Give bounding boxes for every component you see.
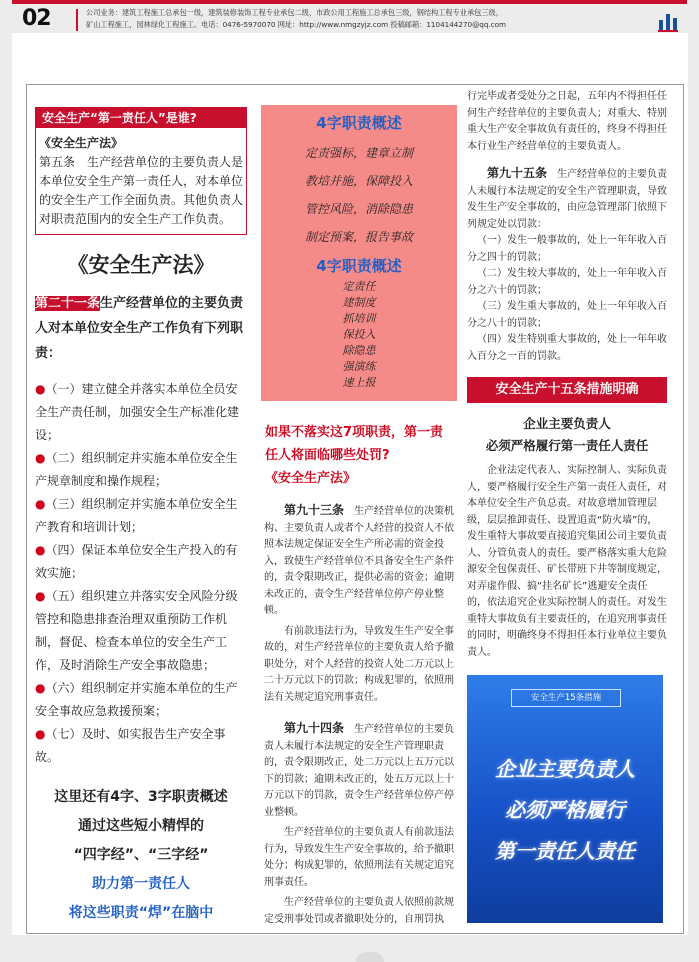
penalty-law-name: 《安全生产法》 — [265, 471, 357, 486]
article-93-label: 第九十三条 — [284, 503, 345, 517]
measures-title: 安全生产十五条措施明确 — [467, 377, 667, 403]
closing-block — [35, 783, 247, 928]
article-93-text-2: 有前款违法行为，导致发生生产安全事故的，对生产经营单位的主要负责人给予撤职处分，对个人经营的投资人处二万元以上二十万元以下的罚款；构成犯罪的，依照刑法有关规定追究刑事责任。 — [264, 625, 454, 703]
three-char-item: 保投入 — [342, 328, 376, 341]
poster-line: 第一责任人责任 — [495, 839, 635, 863]
three-char-item: 抓培训 — [342, 312, 376, 325]
article-95-text: 生产经营单位的主要负责人未履行本法规定的安全生产管理职责，导致发生生产安全事故的，由应急管理部门依照下列规定处以罚款： — [467, 169, 668, 230]
closing-line-2: 通过这些短小精悍的 — [78, 818, 204, 834]
penalty-heading — [261, 421, 457, 490]
company-logo-icon — [655, 8, 681, 34]
law-name: 《安全生产法》 — [39, 136, 124, 150]
subtitle-line-1: 企业主要负责人 — [523, 416, 611, 431]
four-char-lines — [261, 139, 457, 251]
closing-line-5: 将这些职责“焊”在脑中 — [68, 905, 214, 921]
content-frame — [26, 84, 684, 934]
scroll-handle[interactable] — [356, 952, 384, 962]
middle-column — [261, 85, 457, 928]
law-article-5: 第五条 生产经营单位的主要负责人是本单位安全生产第一责任人，对本单位的安全生产工作全面负责。其他负责人对职责范围内的安全生产工作负责。 — [39, 155, 244, 226]
list-item: ●（一）建立健全并落实本单位全员安全生产责任制，加强安全生产标准化建设； — [35, 382, 240, 442]
article-21-label: 第二十一条 — [35, 296, 101, 311]
poster-tag: 安全生产15条措施 — [511, 689, 621, 707]
summary-box — [261, 105, 457, 401]
subtitle-block — [467, 413, 667, 457]
list-item: ●（二）组织制定并实施本单位安全生产规章制度和操作规程； — [35, 451, 238, 488]
closing-line-3: “四字经”、“三字经” — [73, 847, 209, 863]
fine-item: （一）发生一般事故的，处上一年年收入百分之四十的罚款； — [467, 235, 667, 263]
poster-text — [467, 749, 663, 872]
four-char-title: 4字职责概述 — [316, 114, 402, 132]
article-94-label: 第九十四条 — [284, 721, 345, 735]
big-title: 《安全生产法》 — [67, 253, 215, 277]
poster-line: 企业主要负责人 — [495, 757, 635, 781]
list-item: ●（三）组织制定并实施本单位安全生产教育和培训计划； — [35, 497, 238, 534]
article-21 — [35, 291, 247, 366]
article-93 — [261, 502, 457, 706]
header-top-rule — [12, 0, 687, 4]
right-column — [467, 85, 667, 923]
measures-text: 企业法定代表人、实际控制人、实际负责人，要严格履行安全生产第一责任人责任，对本单位安全生产负总责。对故意增加管理层级，层层推卸责任、设置追责“防火墙”的，发生重特大事故要直接追究集团公司主要负责人、分管负责人的责任。要严格落实重大危险源安全包保责任、矿长带班下井等制度规定，对弄虚作假、搞“挂名矿长”逃避安全责任的，依法追究企业实际控制人的责任。对发生重特大事故负有主要责任的，在追究刑事责任的同时，明确终身不得担任本行业单位主要负责人。 — [467, 465, 667, 658]
fine-item: （四）发生特别重大事故的，处上一年年收入百分之一百的罚款。 — [467, 334, 667, 362]
article-93-text: 生产经营单位的决策机构、主要负责人或者个人经营的投资人不依照本法规定保证安全生产所必需的资金投入，致使生产经营单位不具备安全生产条件的，责令限期改正，提供必需的资金；逾期未改正的，责令生产经营单位停产停业整顿。 — [264, 506, 455, 616]
three-char-item: 除隐患 — [342, 344, 376, 357]
header-line-2: 矿山工程施工，园林绿化工程施工。电话：0476-5970070 网址：http://www.nmgzyjz.com 投稿邮箱：1104144270@qq.com — [86, 20, 507, 29]
article-94-text: 生产经营单位的主要负责人未履行本法规定的安全生产管理职责的，责令限期改正，处二万元以上五万元以下的罚款；逾期未改正的，处五万元以上十万元以下的罚款，责令生产经营单位停产停业整顿。 — [264, 724, 455, 818]
closing-line-1: 这里还有4字、3字职责概述 — [54, 789, 228, 805]
header-info — [86, 7, 606, 31]
three-char-title: 4字职责概述 — [316, 257, 402, 275]
poster-image — [467, 675, 663, 923]
page-number: 02 — [22, 6, 51, 31]
fine-item: （三）发生重大事故的，处上一年年收入百分之八十的罚款； — [467, 301, 667, 329]
three-char-item: 强演练 — [342, 360, 376, 373]
list-item: ●（五）组织建立并落实安全风险分级管控和隐患排查治理双重预防工作机制，督促、检查本单位的安全生产工作，及时消除生产安全事故隐患； — [35, 589, 238, 672]
four-char-line: 定责强标，建章立制 — [304, 146, 413, 160]
subtitle-line-2: 必须严格履行第一责任人责任 — [485, 438, 649, 453]
article-94-text-3: 生产经营单位的主要负责人依照前款规定受刑事处罚或者撤职处分的，自刑罚执 — [264, 897, 454, 925]
article-95 — [467, 165, 667, 365]
box-title: 安全生产“第一责任人”是谁? — [36, 108, 246, 128]
three-char-item: 速上报 — [342, 376, 376, 389]
article-94-text-2: 生产经营单位的主要负责人有前款违法行为，导致发生生产安全事故的，给予撤职处分；构成犯罪的，依照刑法有关规定追究刑事责任。 — [264, 827, 454, 888]
list-item: ●（四）保证本单位安全生产投入的有效实施； — [35, 543, 238, 580]
four-char-line: 教培并施，保障投入 — [304, 174, 413, 188]
list-item: ●（六）组织制定并实施本单位的生产安全事故应急救援预案； — [35, 681, 238, 718]
fine-item: （二）发生较大事故的，处上一年年收入百分之六十的罚款； — [467, 268, 667, 296]
three-char-item: 建制度 — [342, 296, 376, 309]
first-responsible-box — [35, 107, 247, 235]
header-separator — [76, 9, 78, 31]
article-21-text: 生产经营单位的主要负责人对本单位安全生产工作负有下列职责： — [35, 296, 244, 361]
list-item: ●（七）及时、如实报告生产安全事故。 — [35, 727, 226, 764]
article-94 — [261, 720, 457, 928]
three-char-list — [261, 279, 457, 391]
poster-line: 必须严格履行 — [505, 798, 625, 822]
closing-line-4: 助力第一责任人 — [92, 876, 190, 892]
four-char-line: 制定预案，报告事故 — [304, 230, 413, 244]
article-95-label: 第九十五条 — [487, 166, 548, 180]
penalty-question: 如果不落实这7项职责，第一责任人将面临哪些处罚? — [265, 425, 444, 463]
continued-text: 行完毕或者受处分之日起，五年内不得担任任何生产经营单位的主要负责人；对重大、特别重大生产安全事故负有责任的，终身不得担任本行业生产经营单位的主要负责人。 — [467, 91, 667, 152]
left-column — [35, 85, 253, 928]
header-line-1: 公司业务：建筑工程施工总承包一级，建筑装修装饰工程专业承包二级，市政公用工程施工总承包三级，钢结构工程专业承包三级， — [86, 8, 503, 17]
four-char-line: 管控风险，消除隐患 — [304, 202, 413, 216]
three-char-item: 定责任 — [342, 280, 376, 293]
duties-list — [35, 378, 247, 769]
